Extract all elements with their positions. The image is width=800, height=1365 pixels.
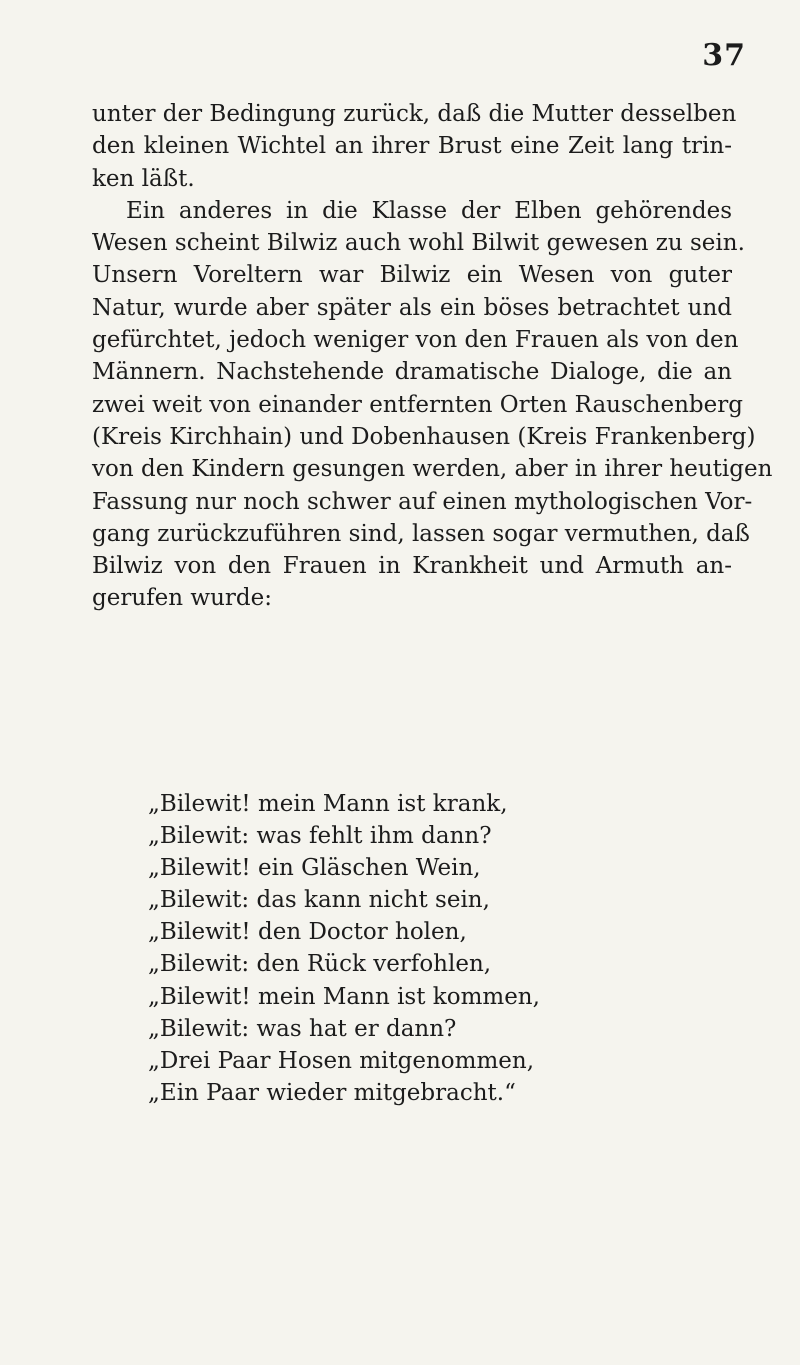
text-line: ken läßt. xyxy=(92,165,195,192)
text-line: gefürchtet, jedoch weniger von den Frauen als von den xyxy=(92,327,739,354)
body-paragraph xyxy=(92,98,773,615)
verse-line: „Bilewit: was hat er dann? xyxy=(148,1015,457,1042)
text-line: Ein anderes in die Klasse der Elben gehörendes xyxy=(126,197,732,224)
verse-line: „Bilewit! mein Mann ist kommen, xyxy=(148,983,540,1010)
text-line: unter der Bedingung zurück, daß die Mutter desselben xyxy=(92,101,737,127)
text-line: gang zurückzuführen sind, lassen sogar vermuthen, daß xyxy=(92,520,750,547)
verse-line: „Bilewit: den Rück verfohlen, xyxy=(148,951,492,978)
text-line: den kleinen Wichtel an ihrer Brust eine Zeit lang trin- xyxy=(92,133,732,160)
text-line: zwei weit von einander entfernten Orten Rauschenberg xyxy=(92,391,743,418)
text-line: Unsern Voreltern war Bilwiz ein Wesen von guter xyxy=(92,262,732,289)
verse-block xyxy=(148,788,748,1109)
verse-line: „Bilewit! den Doctor holen, xyxy=(148,919,467,946)
text-line: Männern. Nachstehende dramatische Dialoge, die an xyxy=(92,359,732,386)
verse-line: „Bilewit: das kann nicht sein, xyxy=(148,887,490,914)
verse-line: „Drei Paar Hosen mitgenommen, xyxy=(148,1047,535,1074)
text-line: Fassung nur noch schwer auf einen mythologischen Vor- xyxy=(92,488,753,515)
text-line: Natur, wurde aber später als ein böses betrachtet und xyxy=(92,294,732,321)
verse-line: „Ein Paar wieder mitgebracht.“ xyxy=(148,1079,516,1106)
verse-line: „Bilewit! ein Gläschen Wein, xyxy=(148,855,481,882)
verse-line: „Bilewit! mein Mann ist krank, xyxy=(148,791,508,817)
text-line: Bilwiz von den Frauen in Krankheit und Armuth an- xyxy=(92,553,732,580)
text-line: Wesen scheint Bilwiz auch wohl Bilwit gewesen zu sein. xyxy=(92,230,745,257)
text-line: von den Kindern gesungen werden, aber in ihrer heutigen xyxy=(92,456,773,483)
page-number: 37 xyxy=(702,38,746,73)
verse-line: „Bilewit: was fehlt ihm dann? xyxy=(148,823,492,850)
text-line: (Kreis Kirchhain) und Dobenhausen (Kreis Frankenberg) xyxy=(92,423,756,450)
text-line: gerufen wurde: xyxy=(92,585,272,612)
